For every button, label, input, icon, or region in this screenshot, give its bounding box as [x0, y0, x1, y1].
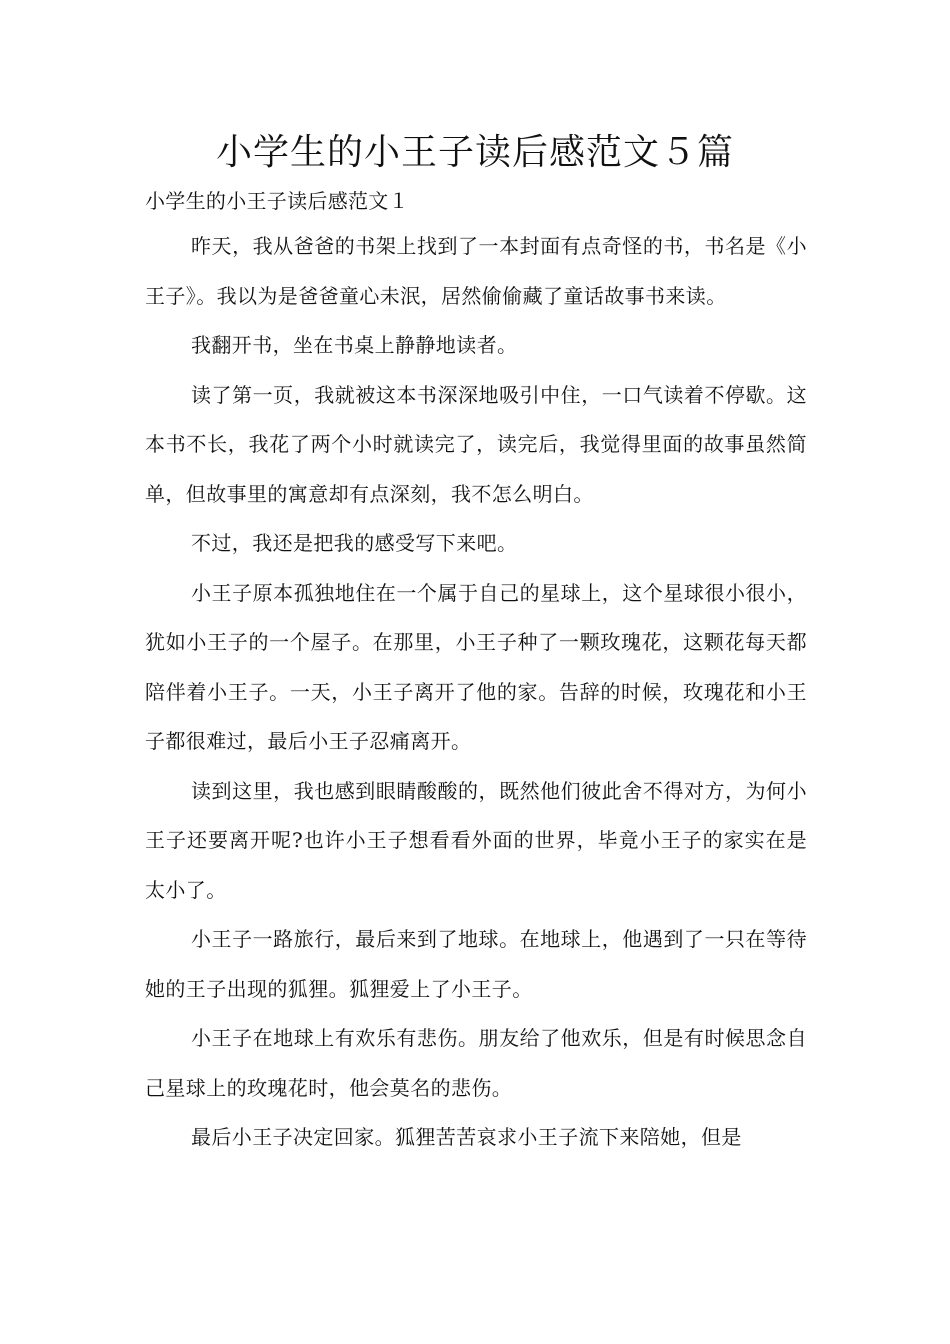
paragraph-9: 最后小王子决定回家。狐狸苦苦哀求小王子流下来陪她，但是 [191, 1125, 742, 1149]
paragraph-7: 小王子一路旅行，最后来到了地球。在地球上，他遇到了一只在等待她的王子出现的狐狸。狐狸爱上了小王子。 [145, 927, 807, 1001]
paragraph-6: 读到这里，我也感到眼睛酸酸的，既然他们彼此舍不得对方，为何小王子还要离开呢?也许小王子想看看外面的世界，毕竟小王子的家实在是太小了。 [145, 778, 807, 902]
paragraph-4: 不过，我还是把我的感受写下来吧。 [191, 531, 518, 555]
document-title: 小学生的小王子读后感范文５篇 [215, 132, 734, 173]
paragraph-8: 小王子在地球上有欢乐有悲伤。朋友给了他欢乐，但是有时候思念自己星球上的玫瑰花时，他会莫名的悲伤。 [145, 1026, 807, 1100]
paragraph-3: 读了第一页，我就被这本书深深地吸引中住，一口气读着不停歇。这本书不长，我花了两个小时就读完了，读完后，我觉得里面的故事虽然简单，但故事里的寓意却有点深刻，我不怎么明白。 [145, 382, 807, 506]
paragraph-2: 我翻开书，坐在书桌上静静地读者。 [191, 333, 518, 357]
paragraph-1: 昨天，我从爸爸的书架上找到了一本封面有点奇怪的书，书名是《小王子》。我以为是爸爸童心未泯，居然偷偷藏了童话故事书来读。 [145, 234, 807, 308]
paragraph-5: 小王子原本孤独地住在一个属于自己的星球上，这个星球很小很小，犹如小王子的一个屋子。在那里，小王子种了一颗玫瑰花，这颗花每天都陪伴着小王子。一天，小王子离开了他的家。告辞的时候，玫瑰花和小王子都很难过，最后小王子忍痛离开。 [145, 580, 807, 753]
section-heading: 小学生的小王子读后感范文１ [145, 189, 409, 213]
document-body [145, 180, 807, 1163]
